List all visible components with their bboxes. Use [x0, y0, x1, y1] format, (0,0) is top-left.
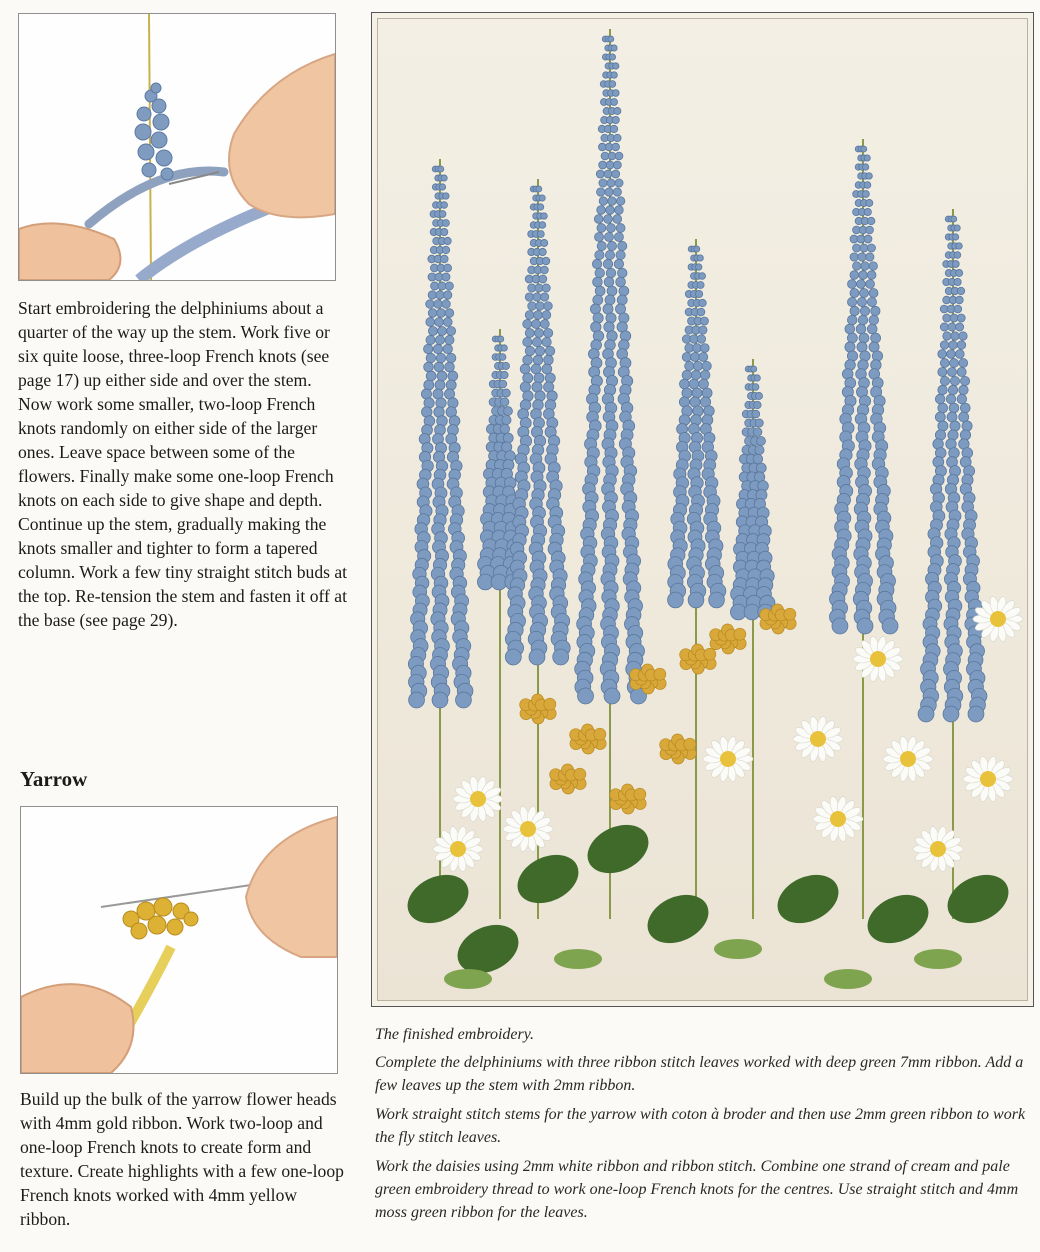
finished-embroidery-picture	[377, 18, 1028, 1001]
caption-yarrow: Work straight stitch stems for the yarrow with coton à broder and then use 2mm green ribbon to work the fly stitch leaves.	[375, 1106, 1026, 1146]
finished-embroidery-frame	[371, 12, 1034, 1007]
yarrow-step-photo	[20, 806, 338, 1074]
caption-title: The finished embroidery.	[375, 1026, 534, 1043]
yarrow-instructions: Build up the bulk of the yarrow flower heads with 4mm gold ribbon. Work two-loop and one-loop French knots to create form and texture. Create highlights with a few one-loop French knots worked with 4mm yellow ribbon.	[20, 1089, 344, 1229]
caption-daisy: Work the daisies using 2mm white ribbon and ribbon stitch. Combine one strand of cream and pale green embroidery thread to work one-loop French knots for the centres. Use straight stitch and 4mm moss green ribbon for the leaves.	[375, 1158, 1019, 1221]
yarrow-heading: Yarrow	[20, 767, 88, 791]
delphinium-step-illustration	[19, 14, 335, 280]
caption-delphinium: Complete the delphiniums with three ribbon stitch leaves worked with deep green 7mm ribbon. Add a few leaves up the stem with 2mm ribbon.	[375, 1054, 1024, 1094]
delphinium-instructions: Start embroidering the delphiniums about a quarter of the way up the stem. Work five or six quite loose, three-loop French knots (see page 17) up either side and over the stem. Now work some smaller, two-loop French knots randomly on either side of the larger ones. Leave space between some of the flowers. Finally make some one-loop French knots on each side to give shape and depth. Continue up the stem, gradually making the knots smaller and tighter to form a tapered column. Work a few tiny straight stitch buds at the top. Re-tension the stem and fasten it off at the base (see page 29).	[18, 298, 348, 630]
embroidery-illustration	[378, 19, 1028, 1001]
yarrow-step-illustration	[21, 807, 337, 1073]
delphinium-step-photo	[18, 13, 336, 281]
